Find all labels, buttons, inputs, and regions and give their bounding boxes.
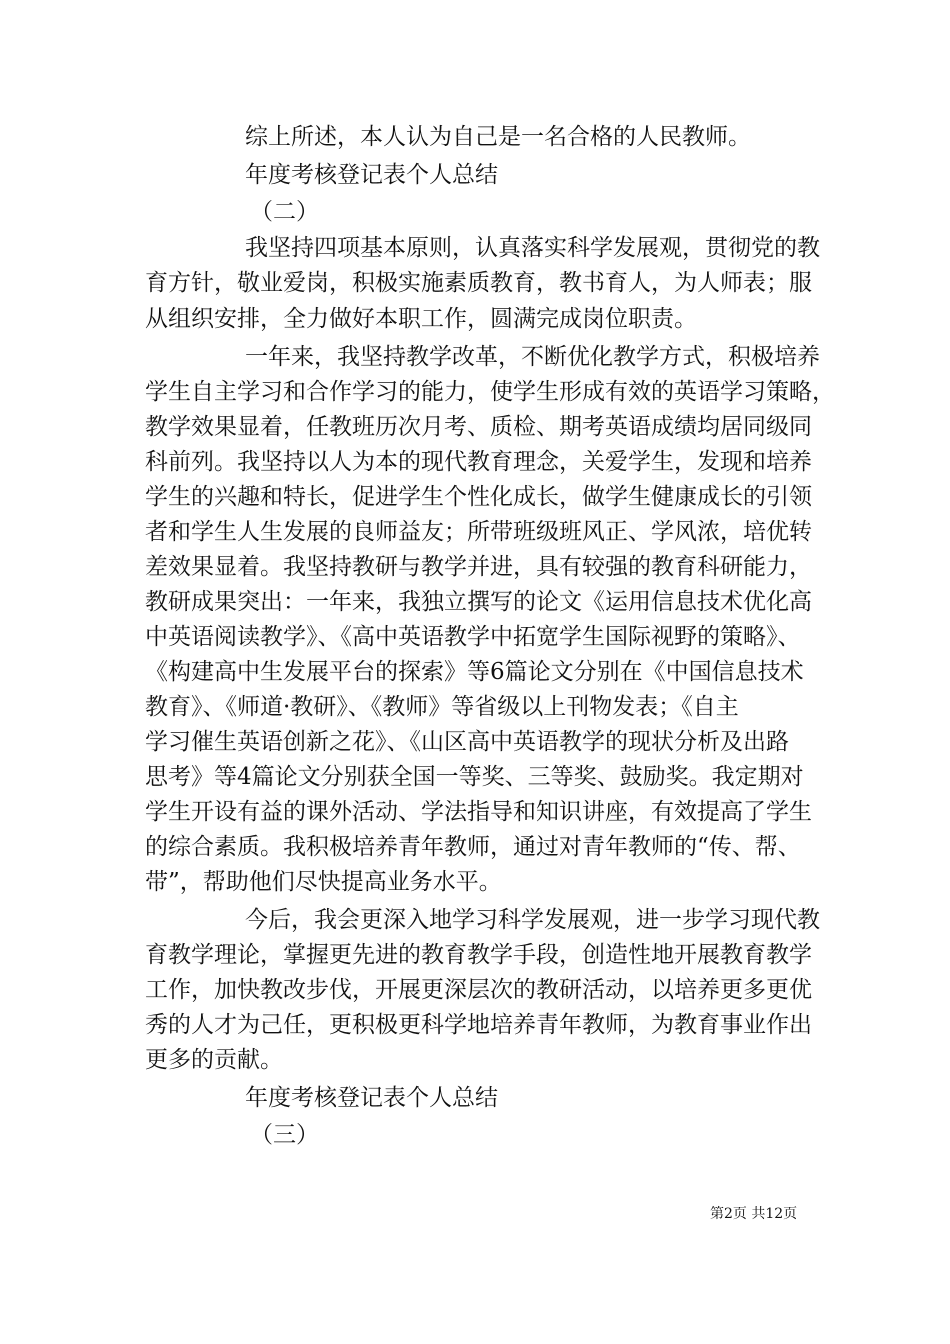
text-line: 今后，我会更深入地学习科学发展观，进一步学习现代教 — [245, 907, 820, 933]
section-title: 年度考核登记表个人总结 — [245, 162, 498, 188]
text-line: 科前列。我坚持以人为本的现代教育理念，关爱学生，发现和培养 — [145, 449, 812, 475]
text-line: 差效果显着。我坚持教研与教学并进，具有较强的教育科研能力， — [145, 554, 812, 580]
text-line: 秀的人才为己任，更积极更科学地培养青年教师，为教育事业作出 — [145, 1012, 812, 1038]
text-line: 从组织安排，全力做好本职工作，圆满完成岗位职责。 — [145, 306, 697, 332]
text-line: 者和学生人生发展的良师益友；所带班级班风正、学风浓，培优转 — [145, 519, 812, 545]
text-line: 《构建高中生发展平台的探索》等6篇论文分别在《中国信息技术 — [145, 659, 804, 685]
section-number: （二） — [250, 199, 319, 225]
text-line: 更多的贡献。 — [145, 1047, 283, 1073]
text-line: 育教学理论，掌握更先进的教育教学手段，创造性地开展教育教学 — [145, 942, 812, 968]
text-line: 教研成果突出：一年来，我独立撰写的论文《运用信息技术优化高 — [145, 589, 812, 615]
text-line: 育方针，敬业爱岗，积极实施素质教育，教书育人，为人师表；服 — [145, 270, 812, 296]
text-line: 学生的兴趣和特长，促进学生个性化成长，做学生健康成长的引领 — [145, 484, 812, 510]
section-title: 年度考核登记表个人总结 — [245, 1085, 498, 1111]
text-line: 思考》等4篇论文分别获全国一等奖、三等奖、鼓励奖。我定期对 — [145, 764, 804, 790]
text-line: 教育》、《师道·教研》、《教师》等省级以上刊物发表；《自主 — [145, 694, 739, 720]
text-line: 我坚持四项基本原则，认真落实科学发展观，贯彻党的教 — [245, 235, 820, 261]
text-line: 学生开设有益的课外活动、学法指导和知识讲座，有效提高了学生 — [145, 799, 812, 825]
text-line: 教学效果显着，任教班历次月考、质检、期考英语成绩均居同级同 — [145, 414, 812, 440]
text-line: 学生自主学习和合作学习的能力，使学生形成有效的英语学习策略， — [145, 379, 835, 405]
text-line: 的综合素质。我积极培养青年教师，通过对青年教师的“传、帮、 — [145, 834, 801, 860]
text-line: 工作，加快教改步伐，开展更深层次的教研活动，以培养更多更优 — [145, 977, 812, 1003]
text-line: 中英语阅读教学》、《高中英语教学中拓宽学生国际视野的策略》、 — [145, 624, 801, 650]
text-line: 综上所述，本人认为自己是一名合格的人民教师。 — [245, 124, 751, 150]
text-line: 一年来，我坚持教学改革，不断优化教学方式，积极培养 — [245, 344, 820, 370]
text-line: 学习催生英语创新之花》、《山区高中英语教学的现状分析及出路 — [145, 729, 789, 755]
page-footer: 第2页 共12页 — [710, 1206, 798, 1222]
section-number: （三） — [250, 1122, 319, 1148]
text-line: 带”，帮助他们尽快提高业务水平。 — [145, 869, 502, 895]
